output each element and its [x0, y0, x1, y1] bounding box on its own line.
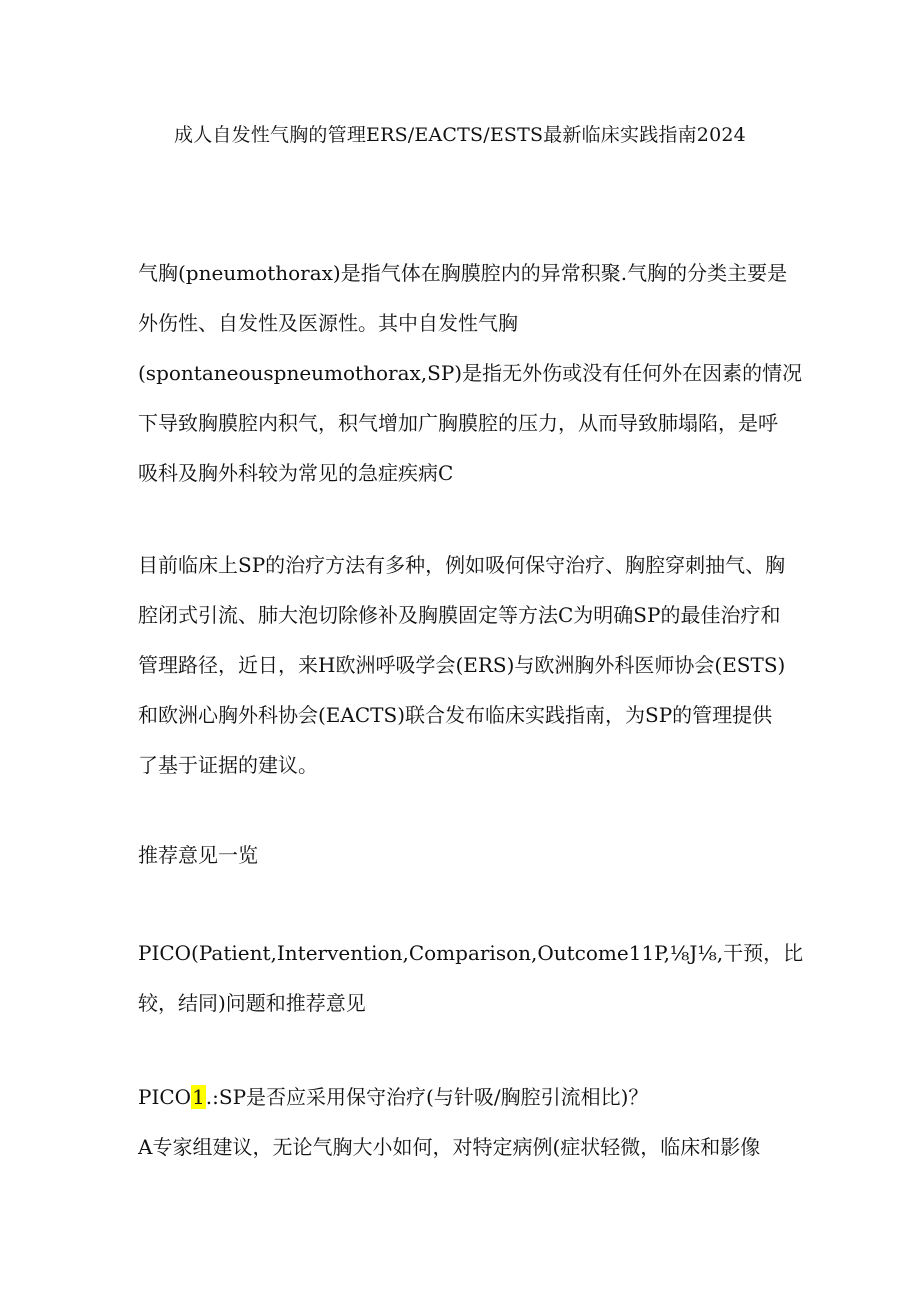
intro-line-3: (spontaneouspneumothorax,SP)是指无外伤或没有任何外在因素的情况: [138, 361, 803, 385]
intro-line-5: 吸科及胸外科较为常见的急症疾病C: [138, 461, 454, 485]
treatment-paragraph: [138, 540, 788, 790]
pico1-answer: A专家组建议，无论气胸大小如何，对特定病例(症状轻微，临床和影像: [138, 1135, 761, 1159]
treatment-line-5: 了基于证据的建议。: [138, 753, 318, 777]
recommendations-heading-text: 推荐意见一览: [138, 843, 258, 867]
pico-intro-line-1: PICO(Patient,Intervention,Comparison,Outcome11P,⅛J⅛,干预，比: [138, 941, 804, 965]
pico-intro-line-2: 较，结同)问题和推荐意见: [138, 991, 366, 1015]
intro-paragraph: [138, 248, 803, 498]
intro-line-1: 气胸(pneumothorax)是指气体在胸膜腔内的异常积聚.气胸的分类主要是: [138, 261, 788, 285]
treatment-line-2: 腔闭式引流、肺大泡切除修补及胸膜固定等方法C为明确SP的最佳治疗和: [138, 603, 781, 627]
pico-intro-paragraph: [138, 928, 804, 1028]
pico1-highlight: 1: [192, 1085, 205, 1109]
treatment-line-3: 管理路径，近日，来H欧洲呼吸学会(ERS)与欧洲胸外科医师协会(ESTS): [138, 653, 786, 677]
treatment-line-4: 和欧洲心胸外科协会(EACTS)联合发布临床实践指南，为SP的管理提供: [138, 703, 773, 727]
treatment-line-1: 目前临床上SP的治疗方法有多种，例如吸何保守治疗、胸腔穿刺抽气、胸: [138, 553, 786, 577]
document-title: 成人自发性气胸的管理ERS/EACTS/ESTS最新临床实践指南2024: [174, 124, 746, 146]
intro-line-2: 外伤性、自发性及医源性。其中自发性气胸: [138, 311, 518, 335]
pico1-question: [138, 1072, 788, 1122]
pico1-block: [138, 1072, 788, 1172]
pico1-suffix: .:SP是否应采用保守治疗(与针吸/胸腔引流相比)？: [205, 1085, 649, 1109]
recommendations-heading: [138, 830, 788, 880]
intro-line-4: 下导致胸膜腔内积气，积气增加广胸膜腔的压力，从而导致肺塌陷，是呼: [138, 411, 778, 435]
pico1-prefix: PICO: [138, 1085, 192, 1109]
